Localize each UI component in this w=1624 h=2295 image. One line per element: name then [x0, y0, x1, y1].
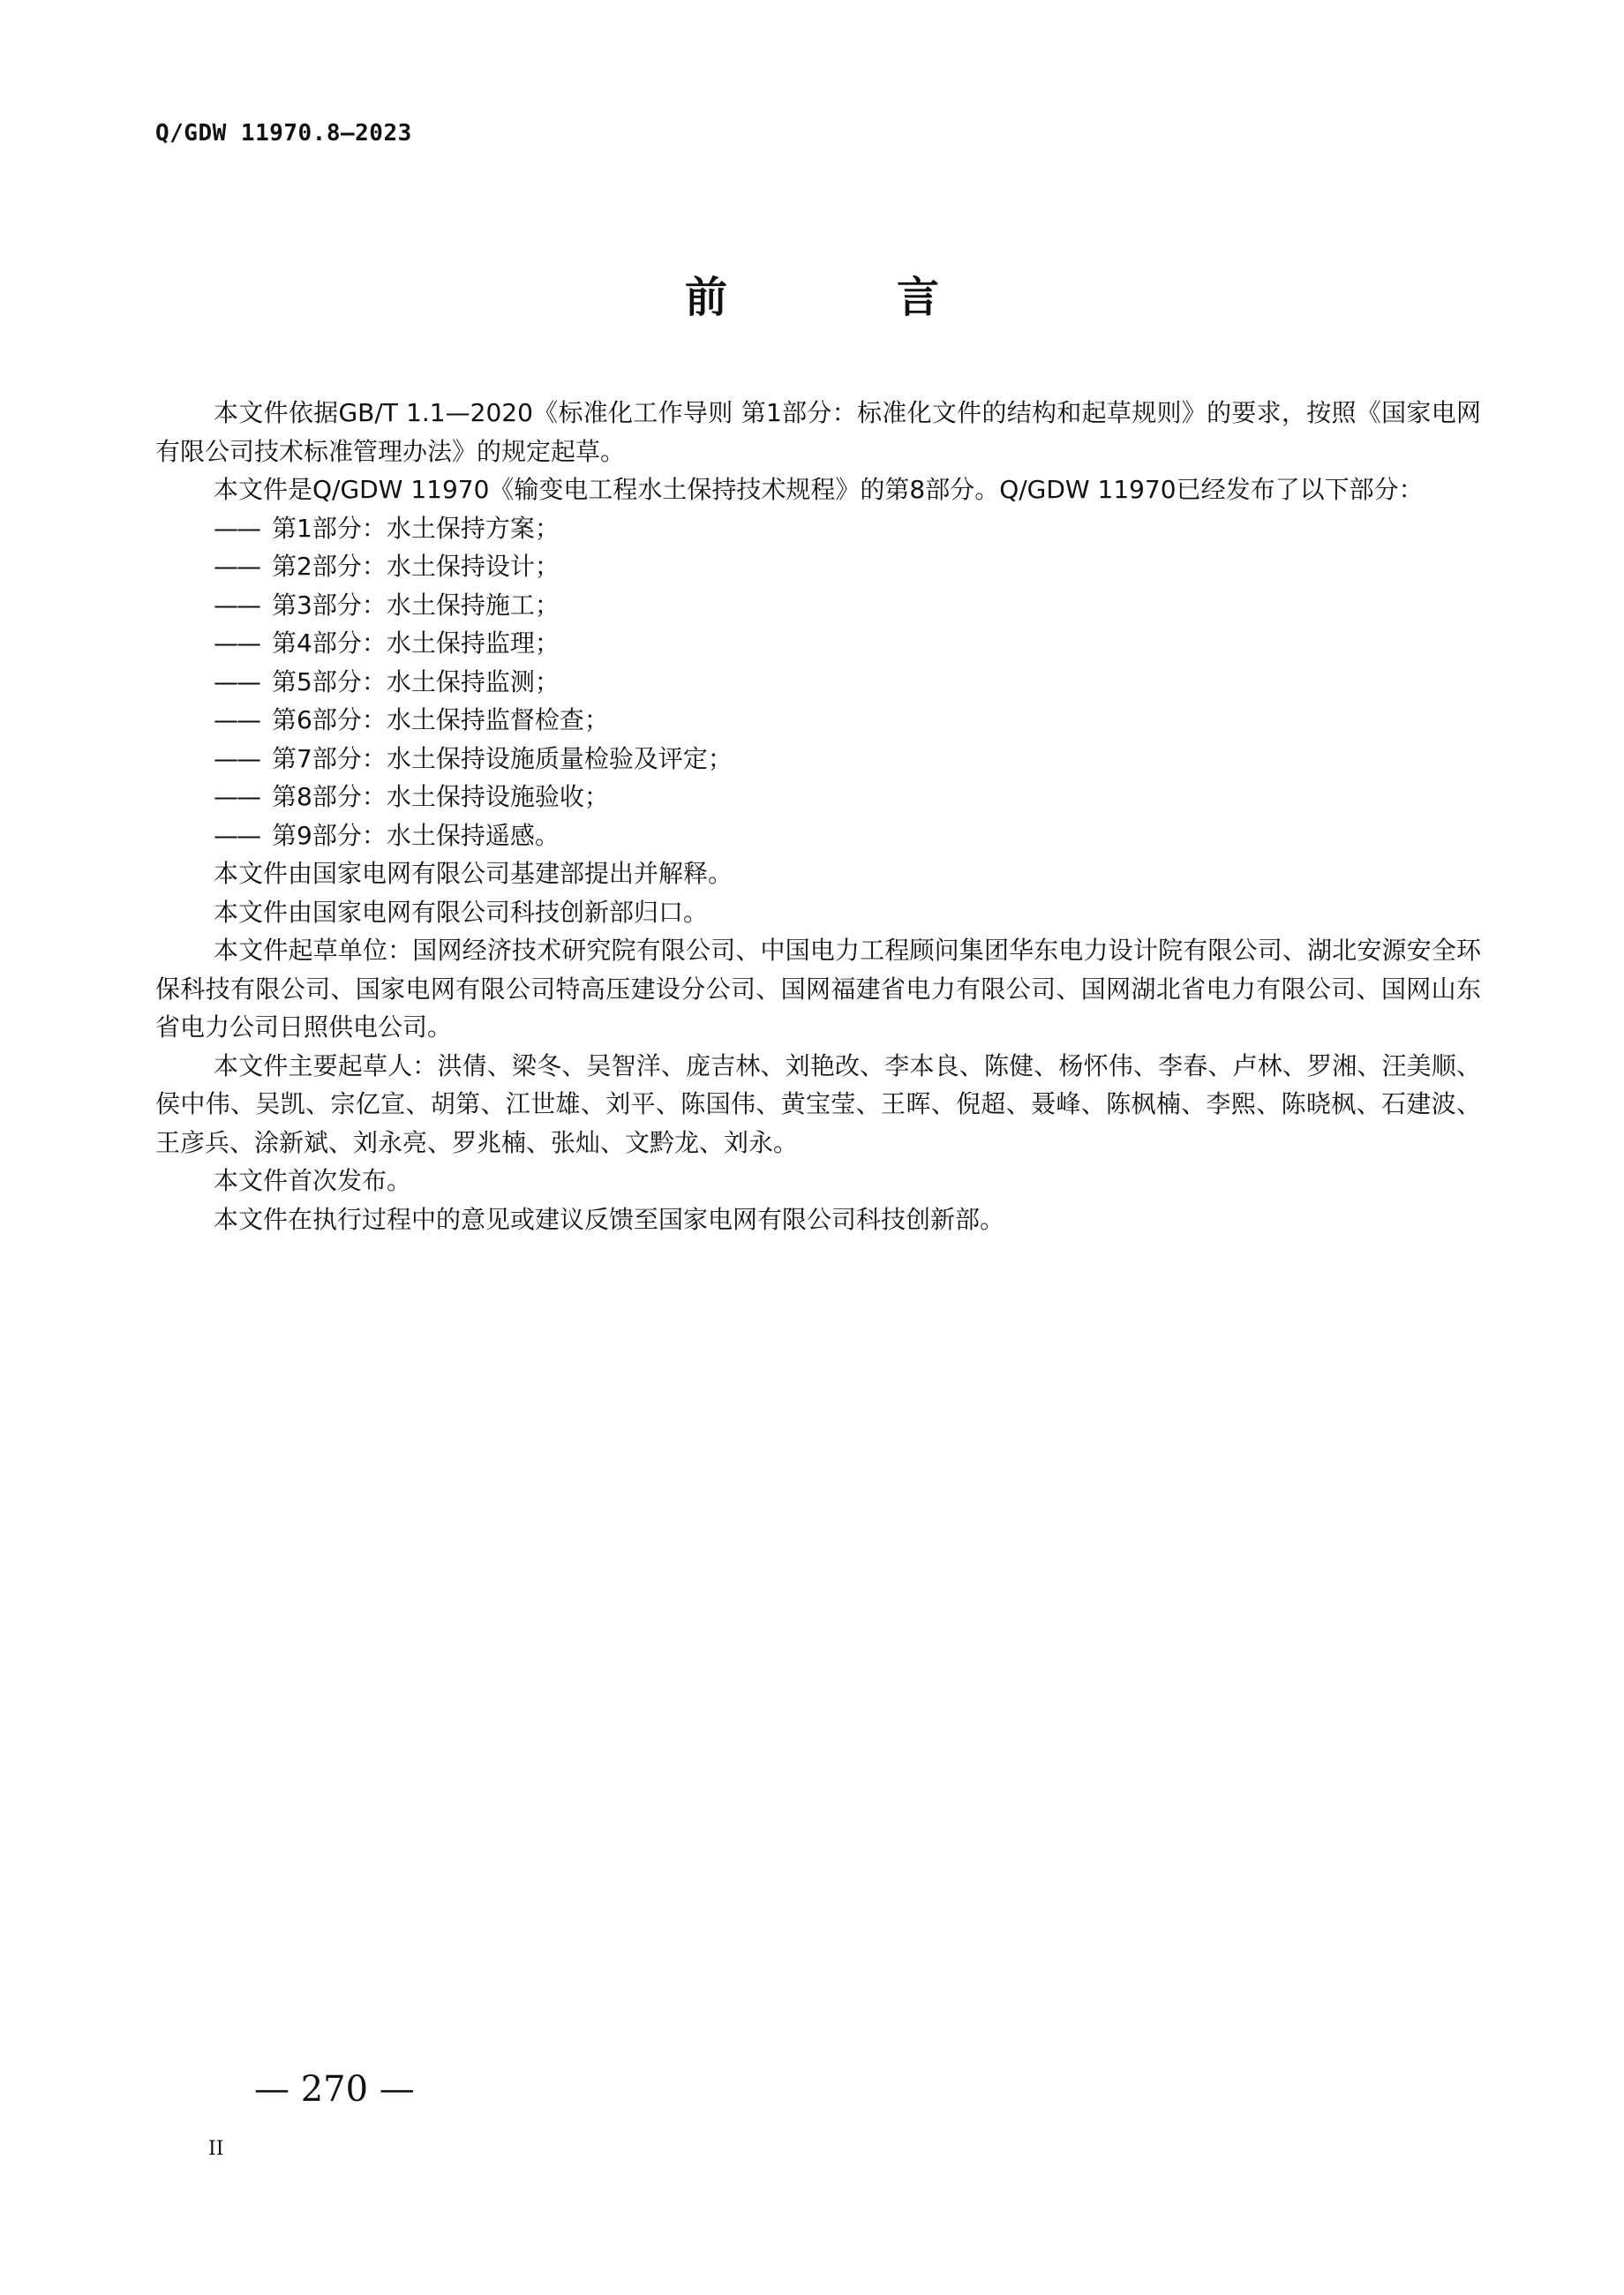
paragraph-series: 本文件是Q/GDW 11970《输变电工程水土保持技术规程》的第8部分。Q/GDW 11970已经发布了以下部分： — [214, 475, 1424, 504]
dash-mark: —— — [214, 666, 259, 696]
paragraph-basis: 本文件依据GB/T 1.1—2020《标准化工作导则 第1部分：标准化文件的结构和起草规则》的要求，按照《国家电网有限公司技术标准管理办法》的规定起草。 — [155, 398, 1481, 466]
paragraph-first-release: 本文件首次发布。 — [214, 1166, 412, 1195]
dash-mark: —— — [214, 513, 259, 543]
page-title: 前 言 — [684, 273, 1003, 322]
list-item-text: 第3部分：水土保持施工； — [272, 590, 560, 620]
paragraph-administrator: 本文件由国家电网有限公司科技创新部归口。 — [214, 897, 709, 927]
list-item-text: 第4部分：水土保持监理； — [272, 628, 560, 658]
list-item-text: 第7部分：水土保持设施质量检验及评定； — [272, 743, 733, 773]
page-number: — 270 — — [254, 2069, 415, 2110]
list-item — [155, 509, 1481, 548]
list-item — [155, 701, 1481, 740]
list-item — [155, 547, 1481, 586]
list-item — [155, 740, 1481, 779]
list-item — [155, 663, 1481, 702]
list-item-text: 第9部分：水土保持遥感。 — [272, 820, 560, 850]
list-item — [155, 816, 1481, 855]
dash-mark: —— — [214, 820, 259, 850]
list-item-text: 第2部分：水土保持设计； — [272, 552, 560, 581]
dash-mark: —— — [214, 743, 259, 773]
dash-mark: —— — [214, 628, 259, 658]
foreword-body — [155, 394, 1481, 1238]
paragraph-proposer: 本文件由国家电网有限公司基建部提出并解释。 — [214, 859, 733, 888]
list-item — [155, 586, 1481, 625]
list-item-text: 第6部分：水土保持监督检查； — [272, 705, 609, 734]
list-item-text: 第8部分：水土保持设施验收； — [272, 782, 609, 811]
dash-mark: —— — [214, 705, 259, 734]
document-code: Q/GDW 11970.8—2023 — [155, 120, 412, 147]
paragraph-drafters: 本文件主要起草人：洪倩、梁冬、吴智洋、庞吉林、刘艳改、李本良、陈健、杨怀伟、李春、卢林、罗湘、汪美顺、侯中伟、吴凯、宗亿宣、胡第、江世雄、刘平、陈国伟、黄宝莹、王晖、倪超、聂峰、陈枫楠、李熙、陈晓枫、石建波、王彦兵、涂新斌、刘永亮、罗兆楠、张灿、文黔龙、刘永。 — [155, 1050, 1481, 1157]
dash-mark: —— — [214, 590, 259, 620]
list-item — [155, 778, 1481, 816]
roman-page-number: II — [208, 2138, 224, 2160]
dash-mark: —— — [214, 552, 259, 581]
list-item-text: 第5部分：水土保持监测； — [272, 666, 560, 696]
paragraph-feedback: 本文件在执行过程中的意见或建议反馈至国家电网有限公司科技创新部。 — [214, 1204, 1005, 1234]
list-item-text: 第1部分：水土保持方案； — [272, 513, 560, 543]
paragraph-drafting-units: 本文件起草单位：国网经济技术研究院有限公司、中国电力工程顾问集团华东电力设计院有限公司、湖北安源安全环保科技有限公司、国家电网有限公司特高压建设分公司、国网福建省电力有限公司、国网湖北省电力有限公司、国网山东省电力公司日照供电公司。 — [155, 936, 1481, 1042]
list-item — [155, 624, 1481, 663]
dash-mark: —— — [214, 782, 259, 811]
